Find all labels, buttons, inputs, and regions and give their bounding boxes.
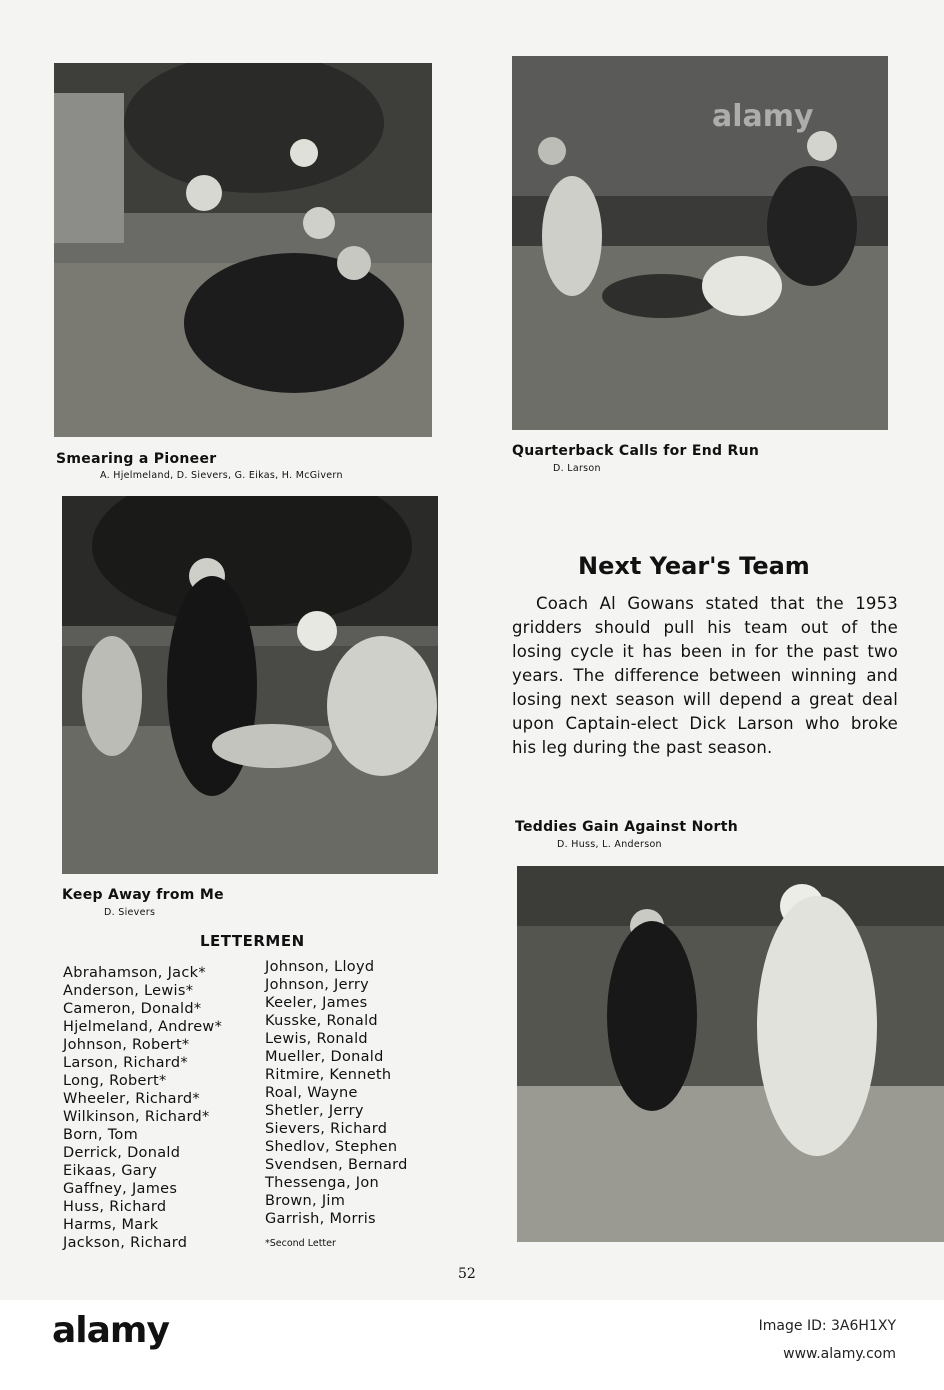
letterman-name: Wheeler, Richard* xyxy=(63,1091,200,1107)
letterman-name: Huss, Richard xyxy=(63,1199,167,1215)
letterman-name: Johnson, Robert* xyxy=(63,1037,190,1053)
lettermen-column-2 xyxy=(265,958,408,1228)
letterman-name: Lewis, Ronald xyxy=(265,1031,368,1047)
caption-names: D. Larson xyxy=(553,463,601,474)
letterman-name: Garrish, Morris xyxy=(265,1211,376,1227)
caption-names: D. Sievers xyxy=(104,907,156,918)
photo-keep-away-from-me xyxy=(62,496,438,874)
letterman-name: Kusske, Ronald xyxy=(265,1013,378,1029)
letterman-name: Mueller, Donald xyxy=(265,1049,384,1065)
photo-quarterback-calls-for-end-run xyxy=(512,56,888,430)
caption-title: Keep Away from Me xyxy=(62,887,224,903)
alamy-logo: alamy xyxy=(52,1310,169,1351)
letterman-name: Abrahamson, Jack* xyxy=(63,965,206,981)
letterman-name: Wilkinson, Richard* xyxy=(63,1109,210,1125)
watermark-text: alamy xyxy=(712,99,814,134)
photo-teddies-gain-against-north xyxy=(517,866,944,1242)
letterman-name: Cameron, Donald* xyxy=(63,1001,202,1017)
lettermen-column-1 xyxy=(63,964,222,1252)
letterman-name: Hjelmeland, Andrew* xyxy=(63,1019,223,1035)
caption-title: Quarterback Calls for End Run xyxy=(512,443,760,459)
letterman-name: Sievers, Richard xyxy=(265,1121,388,1137)
letterman-name: Gaffney, James xyxy=(63,1181,178,1197)
letterman-name: Johnson, Lloyd xyxy=(265,959,375,975)
caption-names: D. Huss, L. Anderson xyxy=(557,839,662,850)
letterman-name: Born, Tom xyxy=(63,1127,139,1143)
letterman-name: Long, Robert* xyxy=(63,1073,167,1089)
photo-smearing-a-pioneer xyxy=(54,63,432,437)
letterman-name: Keeler, James xyxy=(265,995,368,1011)
letterman-name: Roal, Wayne xyxy=(265,1085,358,1101)
stock-footer xyxy=(0,1300,944,1390)
letterman-name: Jackson, Richard xyxy=(63,1235,188,1251)
page-number: 52 xyxy=(458,1266,476,1282)
article-heading: Next Year's Team xyxy=(578,552,810,580)
letterman-name: Ritmire, Kenneth xyxy=(265,1067,392,1083)
letterman-name: Brown, Jim xyxy=(265,1193,346,1209)
caption-title: Teddies Gain Against North xyxy=(515,819,738,835)
letterman-name: Harms, Mark xyxy=(63,1217,159,1233)
letterman-name: Shetler, Jerry xyxy=(265,1103,364,1119)
letterman-name: Johnson, Jerry xyxy=(265,977,370,993)
letterman-name: Derrick, Donald xyxy=(63,1145,181,1161)
article-body: Coach Al Gowans stated that the 1953 gridders should pull his team out of the losing cycle it has been in for the past two years. The difference between winning and losing next season will depend a great deal upon Captain-elect Dick Larson who broke his leg during the past season. xyxy=(512,594,898,757)
letterman-name: Eikaas, Gary xyxy=(63,1163,158,1179)
stock-url[interactable]: www.alamy.com xyxy=(783,1346,896,1362)
lettermen-heading: LETTERMEN xyxy=(200,932,305,950)
letterman-name: Thessenga, Jon xyxy=(265,1175,380,1191)
image-id: Image ID: 3A6H1XY xyxy=(758,1318,896,1334)
caption-title: Smearing a Pioneer xyxy=(56,451,217,467)
caption-names: A. Hjelmeland, D. Sievers, G. Eikas, H. McGivern xyxy=(100,470,343,481)
letterman-name: Svendsen, Bernard xyxy=(265,1157,408,1173)
lettermen-footnote: *Second Letter xyxy=(265,1238,336,1249)
letterman-name: Larson, Richard* xyxy=(63,1055,188,1071)
letterman-name: Anderson, Lewis* xyxy=(63,983,194,999)
letterman-name: Shedlov, Stephen xyxy=(265,1139,398,1155)
